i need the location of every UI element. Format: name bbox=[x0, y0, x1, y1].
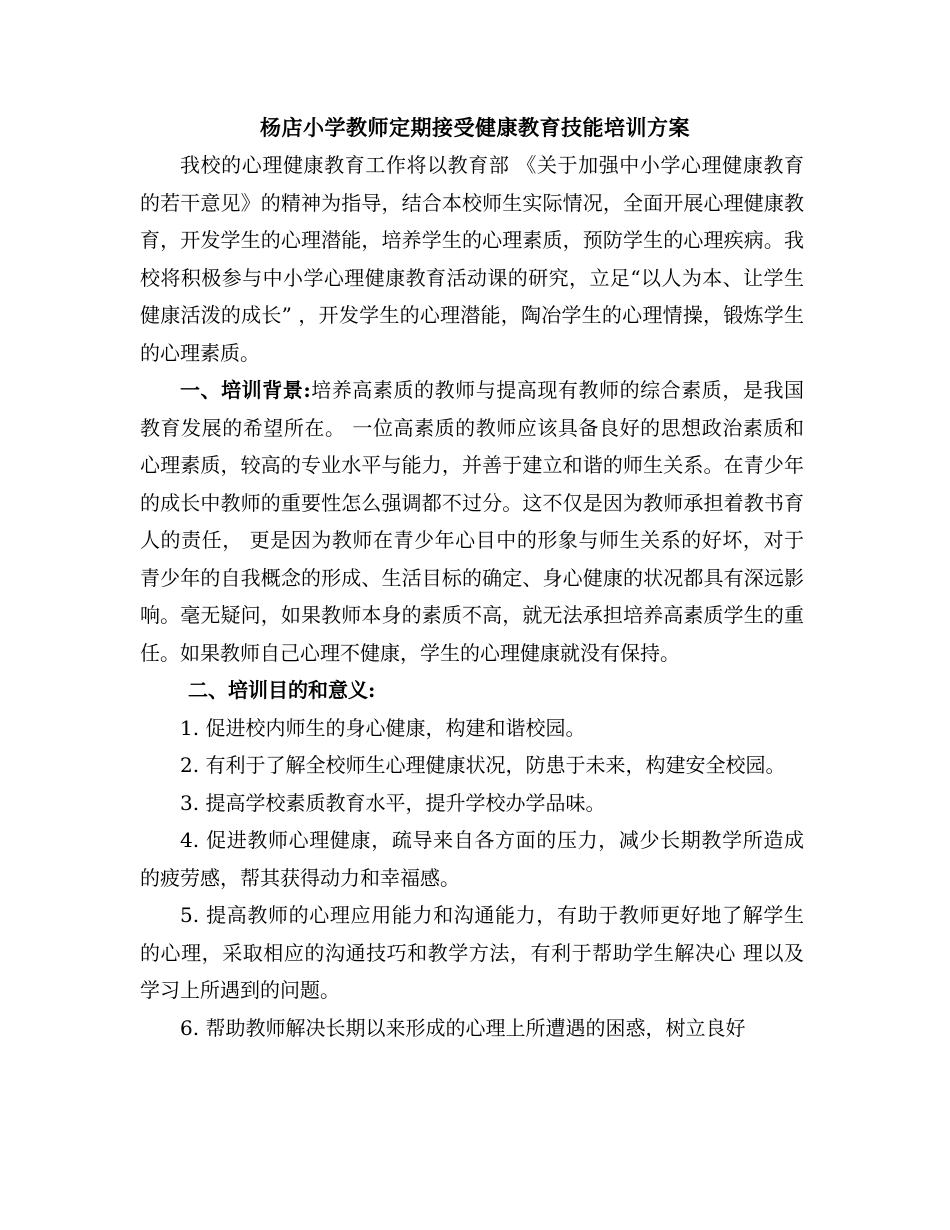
section-purpose-heading: 二、培训目的和意义: bbox=[188, 678, 376, 702]
section-background-text: 培养高素质的教师与提高现有教师的综合素质，是我国教育发展的希望所在。 一位高素质的教师应该具备良好的思想政治素质和心理素质，较高的专业水平与能力，并善于建立和谐的师生关系。在青少年的成长中教师的重要性怎么强调都不过分。这不仅是因为教师承担着教书育人的责任， 更是因为教师在青少年心目中的形象与师生关系的好坏，对于青少年的自我概念的形成、生活目标的确定、身心健康的状况都具有深远影响。毫无疑问，如果教师本身的素质不高，就无法承担培养高素质学生的重任。如果教师自己心理不健康，学生的心理健康就没有保持。 bbox=[140, 378, 805, 665]
purpose-item-5: 5. 提高教师的心理应用能力和沟通能力，有助于教师更好地了解学生的心理，采取相应的沟通技巧和教学方法，有利于帮助学生解决心 理以及学习上所遇到的问题。 bbox=[140, 903, 804, 1002]
section-background bbox=[140, 372, 804, 672]
intro-paragraph: 我校的心理健康教育工作将以教育部 《关于加强中小学心理健康教育的若干意见》的精神为指导，结合本校师生实际情况，全面开展心理健康教育，开发学生的心理潜能，培养学生的心理素质，预防学生的心理疾病。我校将积极参与中小学心理健康教育活动课的研究，立足“以人为本、让学生健康活泼的成长” ，开发学生的心理潜能，陶冶学生的心理情操，锻炼学生的心理素质。 bbox=[140, 153, 804, 365]
purpose-item-1: 1. 促进校内师生的身心健康，构建和谐校园。 bbox=[180, 715, 586, 740]
purpose-item-3: 3. 提高学校素质教育水平，提升学校办学品味。 bbox=[180, 790, 606, 815]
section-background-heading: 一、培训背景: bbox=[180, 378, 311, 402]
purpose-item-6: 6. 帮助教师解决长期以来形成的心理上所遭遇的困惑，树立良好 bbox=[180, 1015, 746, 1040]
purpose-item-2: 2. 有利于了解全校师生心理健康状况，防患于未来，构建安全校园。 bbox=[180, 753, 786, 777]
document-body bbox=[140, 147, 804, 1047]
document-title: 杨店小学教师定期接受健康教育技能培训方案 bbox=[260, 115, 690, 140]
purpose-item-4: 4. 促进教师心理健康，疏导来自各方面的压力，减少长期教学所造成的疲劳感，帮其获得动力和幸福感。 bbox=[140, 828, 804, 890]
